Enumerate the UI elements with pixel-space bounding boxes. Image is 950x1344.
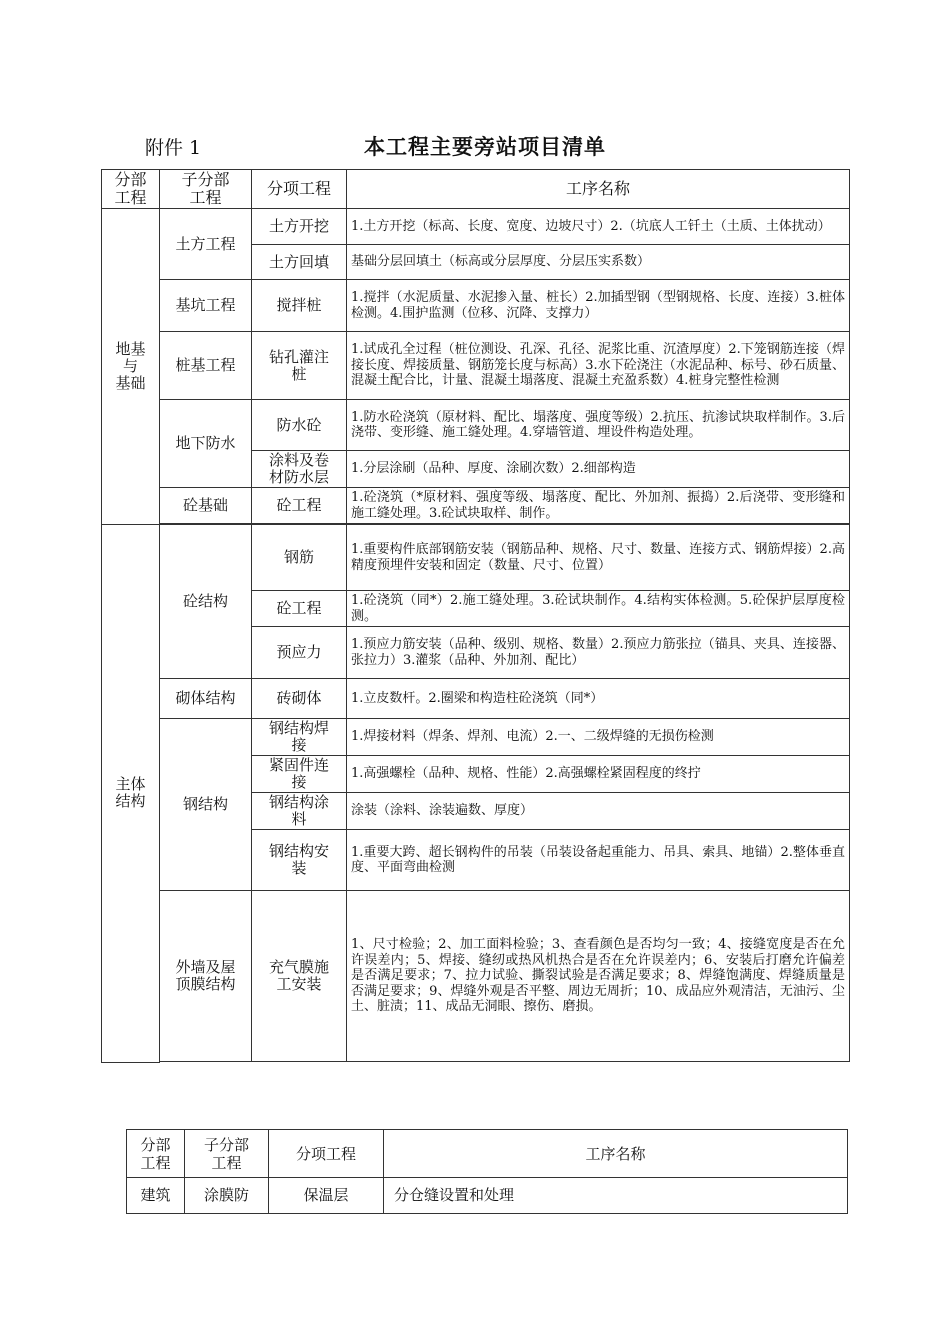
division-cell: 建筑 <box>127 1178 185 1214</box>
header-subdivision: 子分部 工程 <box>185 1130 269 1178</box>
process-cell: 1.预应力筋安装（品种、级别、规格、数量）2.预应力筋张拉（锚具、夹具、连接器、张拉力）3.灌浆（品种、外加剂、配比） <box>347 627 850 679</box>
process-cell: 涂装（涂料、涂装遍数、厚度） <box>347 793 850 830</box>
table-row <box>102 525 850 591</box>
table-header-row <box>127 1130 848 1178</box>
item-cell: 钢结构安 装 <box>252 830 347 891</box>
item-cell: 土方开挖 <box>252 209 347 245</box>
subdivision-cell: 地下防水 <box>160 400 252 488</box>
table-row <box>102 679 850 719</box>
table-row <box>102 719 850 756</box>
header-item: 分项工程 <box>269 1130 384 1178</box>
header-process: 工序名称 <box>384 1130 848 1178</box>
item-cell: 防水砼 <box>252 400 347 451</box>
table-row <box>102 209 850 245</box>
process-cell: 1.重要大跨、超长钢构件的吊装（吊装设备起重能力、吊具、索具、地锚）2.整体垂直度、平面弯曲检测 <box>347 830 850 891</box>
table-header-row <box>102 170 850 209</box>
item-cell: 充气膜施 工安装 <box>252 891 347 1062</box>
process-cell: 1.土方开挖（标高、长度、宽度、边坡尺寸）2.（坑底人工钎土（土质、土体扰动） <box>347 209 850 245</box>
process-cell: 1、尺寸检验；2、加工面料检验；3、查看颜色是否均匀一致；4、接缝宽度是否在允许误差内；5、焊接、缝纫或热风机热合是否在允许误差内；6、安装后打磨允许偏差是否满足要求；7、拉力试验、撕裂试验是否满足要求；8、焊缝饱满度、焊缝质量是否满足要求；9、焊缝外观是否平整、周边无周折；10、成品应外观清洁，无油污、尘土、脏渍；11、成品无洞眼、擦伤、磨损。 <box>347 891 850 1062</box>
process-cell: 1.焊接材料（焊条、焊剂、电流）2.一、二级焊缝的无损伤检测 <box>347 719 850 756</box>
process-cell: 1.分层涂刷（品种、厚度、涂刷次数）2.细部构造 <box>347 451 850 488</box>
division-cell: 地基 与 基础 <box>102 209 160 525</box>
process-cell: 1.试成孔全过程（桩位测设、孔深、孔径、泥浆比重、沉渣厚度）2.下笼钢筋连接（焊接长度、焊接质量、钢筋笼长度与标高）3.水下砼浇注（水泥品种、标号、砂石质量、混凝土配合比，计量、混凝土塌落度、混凝土充盈系数）4.桩身完整性检测 <box>347 332 850 400</box>
table-row <box>127 1178 848 1214</box>
header-division: 分部 工程 <box>102 170 160 209</box>
process-cell: 1.立皮数杆。2.圈梁和构造柱砼浇筑（同*） <box>347 679 850 719</box>
subdivision-cell: 土方工程 <box>160 209 252 280</box>
item-cell: 钢结构焊 接 <box>252 719 347 756</box>
item-cell: 土方回填 <box>252 245 347 280</box>
inspection-table <box>101 169 850 1063</box>
subdivision-cell: 砌体结构 <box>160 679 252 719</box>
item-cell: 钢筋 <box>252 525 347 591</box>
process-cell: 1.防水砼浇筑（原材料、配比、塌落度、强度等级）2.抗压、抗渗试块取样制作。3.后浇带、变形缝、施工缝处理。4.穿墙管道、埋设件构造处理。 <box>347 400 850 451</box>
attachment-label: 附件 1 <box>145 137 202 159</box>
process-cell: 1.砼浇筑（*原材料、强度等级、塌落度、配比、外加剂、振捣）2.后浇带、变形缝和施工缝处理。3.砼试块取样、制作。 <box>347 488 850 524</box>
item-cell: 砼工程 <box>252 591 347 627</box>
process-cell: 1.砼浇筑（同*）2.施工缝处理。3.砼试块制作。4.结构实体检测。5.砼保护层厚度检测。 <box>347 591 850 627</box>
header-process: 工序名称 <box>347 170 850 209</box>
item-cell: 搅拌桩 <box>252 280 347 332</box>
item-cell: 涂料及卷 材防水层 <box>252 451 347 488</box>
header-division: 分部 工程 <box>127 1130 185 1178</box>
process-cell: 1.重要构件底部钢筋安装（钢筋品种、规格、尺寸、数量、连接方式、钢筋焊接）2.高精度预埋件安装和固定（数量、尺寸、位置） <box>347 525 850 591</box>
item-cell: 钻孔灌注 桩 <box>252 332 347 400</box>
item-cell: 预应力 <box>252 627 347 679</box>
subdivision-cell: 砼基础 <box>160 488 252 524</box>
item-cell: 紧固件连 接 <box>252 756 347 793</box>
subdivision-cell: 桩基工程 <box>160 332 252 400</box>
table-row <box>102 332 850 400</box>
spacer-row <box>102 1062 850 1063</box>
item-cell: 砖砌体 <box>252 679 347 719</box>
process-cell: 基础分层回填土（标高或分层厚度、分层压实系数） <box>347 245 850 280</box>
table-row <box>102 280 850 332</box>
item-cell: 钢结构涂 料 <box>252 793 347 830</box>
page-title: 本工程主要旁站项目清单 <box>364 134 606 159</box>
supplement-table <box>126 1129 848 1214</box>
table-row <box>102 891 850 1062</box>
process-cell: 1.搅拌（水泥质量、水泥掺入量、桩长）2.加插型钢（型钢规格、长度、连接）3.桩体检测。4.围护监测（位移、沉降、支撑力） <box>347 280 850 332</box>
subdivision-cell: 钢结构 <box>160 719 252 891</box>
subdivision-cell: 外墙及屋 顶膜结构 <box>160 891 252 1062</box>
division-cell: 主体 结构 <box>102 525 160 1063</box>
process-cell: 1.高强螺栓（品种、规格、性能）2.高强螺栓紧固程度的终拧 <box>347 756 850 793</box>
header-item: 分项工程 <box>252 170 347 209</box>
header-subdivision: 子分部 工程 <box>160 170 252 209</box>
process-cell: 分仓缝设置和处理 <box>384 1178 848 1214</box>
subdivision-cell: 砼结构 <box>160 525 252 679</box>
table-row <box>102 488 850 524</box>
item-cell: 砼工程 <box>252 488 347 524</box>
item-cell: 保温层 <box>269 1178 384 1214</box>
table-row <box>102 400 850 451</box>
subdivision-cell: 涂膜防 <box>185 1178 269 1214</box>
subdivision-cell: 基坑工程 <box>160 280 252 332</box>
